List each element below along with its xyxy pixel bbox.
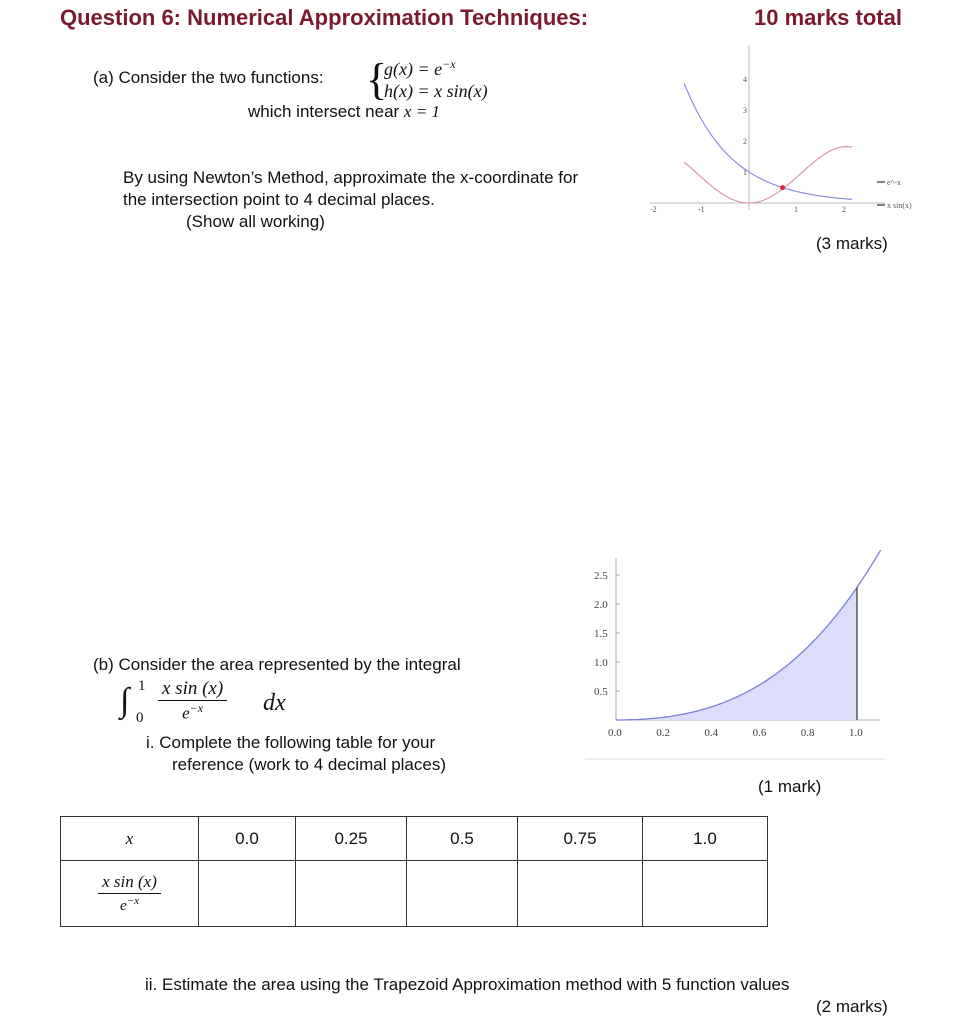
dx: dx [263, 690, 286, 716]
graph-a-x-tick: -1 [698, 205, 705, 214]
integral-sign: ∫ [120, 682, 130, 719]
graph-b-x-tick: 1.0 [849, 727, 863, 739]
instruction-line-3: (Show all working) [186, 212, 325, 231]
table-fx-cell[interactable] [643, 861, 768, 927]
graph-b-x-tick: 0.0 [608, 727, 622, 739]
integral-expression [120, 678, 320, 730]
graph-b-x-tick: 0.4 [704, 727, 719, 739]
graph-a-y-tick: 4 [743, 75, 747, 84]
table-x-cell: 1.0 [643, 817, 768, 861]
graph-a-x-tick: 2 [842, 205, 846, 214]
g-definition: $g(x) = e^{-x}$ [384, 57, 456, 79]
part-b-ii-marks: (2 marks) [816, 997, 888, 1016]
part-a-marks: (3 marks) [816, 234, 888, 253]
intersection-point [780, 185, 785, 190]
integral-upper-limit: 1 [138, 678, 146, 694]
graph-a-y-tick: 2 [743, 137, 747, 146]
table-fx-cell[interactable] [518, 861, 643, 927]
sub-i-line-2: reference (work to 4 decimal places) [172, 755, 447, 774]
g-curve [684, 83, 852, 199]
graph-a-x-tick: -2 [650, 205, 657, 214]
h-curve [684, 147, 852, 203]
graph-b-y-tick: 1.0 [594, 657, 608, 669]
table-header-x: x [61, 817, 199, 861]
question-title: Question 6: Numerical Approximation Techniques: [60, 5, 589, 30]
intersection-graph [645, 40, 930, 225]
part-a-intro: (a) Consider the two functions: [93, 68, 324, 87]
area-fill [616, 587, 857, 720]
graph-a-y-tick: 1 [743, 168, 747, 177]
graph-a-x-tick: 1 [794, 205, 798, 214]
sub-i-line-1: i. Complete the following table for your [146, 733, 436, 752]
table-row-x [61, 817, 768, 861]
table-fx-cell[interactable] [199, 861, 296, 927]
marks-total: 10 marks total [754, 5, 902, 30]
graph-a-y-tick: 3 [743, 106, 747, 115]
table-fx-cell[interactable] [407, 861, 518, 927]
graph-b-y-tick: 2.0 [594, 599, 608, 611]
legend-g-label: e^-x [887, 178, 901, 187]
graph-b-y-tick: 1.5 [594, 628, 608, 640]
table-x-cell: 0.0 [199, 817, 296, 861]
area-graph [580, 550, 890, 760]
integrand-fraction: x sin (x) $e^{-x}$ [158, 678, 227, 724]
sub-ii-text: ii. Estimate the area using the Trapezoid Approximation method with 5 function values [145, 975, 790, 994]
graph-b-x-tick: 0.2 [656, 727, 670, 739]
table-x-cell: 0.5 [407, 817, 518, 861]
legend-h-label: x sin(x) [887, 201, 912, 210]
graph-b-x-tick: 0.6 [752, 727, 767, 739]
part-b-intro: (b) Consider the area represented by the integral [93, 655, 461, 674]
part-b-i-marks: (1 mark) [758, 777, 822, 796]
table-row-fx [61, 861, 768, 927]
table-x-cell: 0.25 [296, 817, 407, 861]
integral-lower-limit: 0 [136, 710, 144, 726]
table-x-cell: 0.75 [518, 817, 643, 861]
instruction-line-2: the intersection point to 4 decimal places. [123, 190, 435, 209]
intersect-note: which intersect near x = 1 [248, 102, 440, 121]
h-definition: h(x) = x sin(x) [384, 81, 488, 101]
values-table [60, 816, 768, 927]
graph-b-x-tick: 0.8 [800, 727, 815, 739]
system-brace: { [366, 55, 388, 104]
instruction-line-1: By using Newton’s Method, approximate the x-coordinate for [123, 168, 579, 187]
graph-b-y-tick: 0.5 [594, 686, 608, 698]
table-header-fx: $\frac{\text{x sin (x)}}{e^{-x}}$ [61, 861, 199, 927]
graph-b-y-tick: 2.5 [594, 570, 608, 582]
table-fx-cell[interactable] [296, 861, 407, 927]
